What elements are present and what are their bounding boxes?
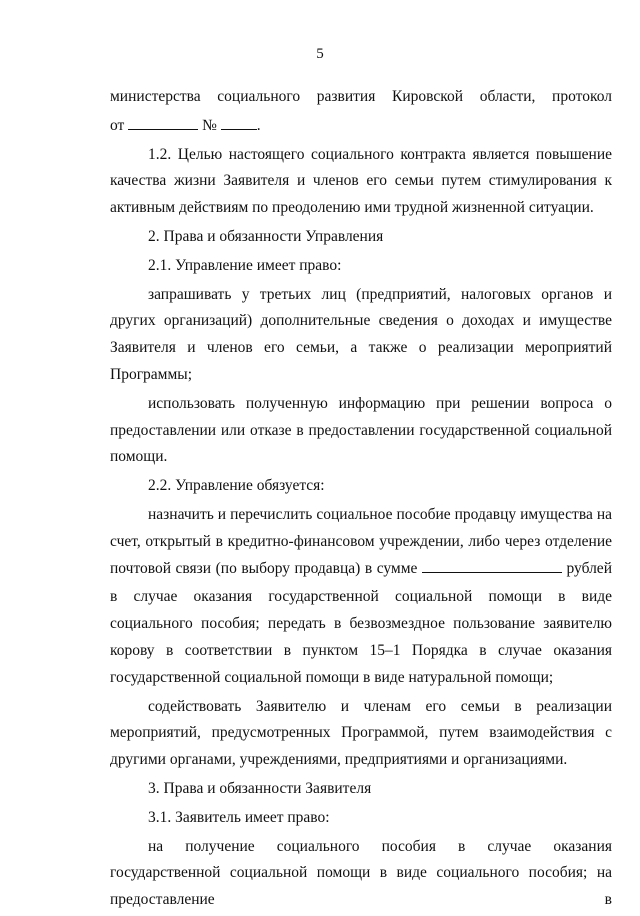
- paragraph-use-info: использовать полученную информацию при решении вопроса о предоставлении или отказе в предоставлении государственной социальной помощи.: [110, 394, 612, 466]
- paragraph-applicant-rights: на получение социального пособия в случае оказания государственной социальной помощи в виде социального пособия; на предоставление в: [110, 837, 612, 909]
- paragraph-request-info: запрашивать у третьих лиц (предприятий, налоговых органов и других организаций) дополнительные сведения о доходах и имуществе Заявителя и членов его семьи, а также о реализации мероприятий Программы;: [110, 285, 612, 383]
- document-body: [110, 84, 612, 916]
- page-number: 5: [316, 46, 324, 62]
- protocol-date-line: от № .: [110, 116, 261, 134]
- paragraph-assist: содействовать Заявителю и членам его семьи в реализации мероприятий, предусмотренных Программой, путем взаимодействия с другими органами, учреждениями, предприятиями и организациями.: [110, 697, 612, 769]
- section-2-heading: 2. Права и обязанности Управления: [148, 227, 384, 245]
- section-3-heading: 3. Права и обязанности Заявителя: [148, 779, 372, 797]
- sum-blank: [422, 558, 562, 573]
- date-prefix: от: [110, 116, 125, 134]
- assign-benefit-text: назначить и перечислить социальное пособие продавцу имущества на счет, открытый в кредитно-финансовом учреждении, либо через отделение почтовой связи (по выбору продавца) в сумме: [110, 505, 612, 577]
- paragraph-protocol: министерства социального развития Кировской области, протокол: [110, 88, 612, 105]
- number-sign: №: [202, 116, 217, 134]
- currency-word: рублей: [566, 559, 612, 577]
- clause-2-1: 2.1. Управление имеет право:: [148, 256, 342, 274]
- paragraph-assign-benefit: [110, 502, 612, 582]
- date-blank: [128, 115, 198, 130]
- paragraph-1-2: 1.2. Целью настоящего социального контракта является повышение качества жизни Заявителя и членов его семьи путем стимулирования к активным действиям по преодолению ими трудной жизненной ситуации.: [110, 145, 612, 217]
- paragraph-transfer-cow: в случае оказания государственной социальной помощи в виде социального пособия; передать в безвозмездное пользование заявителю корову в соответствии в пунктом 15–1 Порядка в случае оказания государственной социальной помощи в виде натуральной помощи;: [110, 588, 612, 686]
- number-blank: [221, 115, 257, 130]
- clause-3-1: 3.1. Заявитель имеет право:: [148, 808, 330, 826]
- clause-2-2: 2.2. Управление обязуется:: [148, 477, 325, 495]
